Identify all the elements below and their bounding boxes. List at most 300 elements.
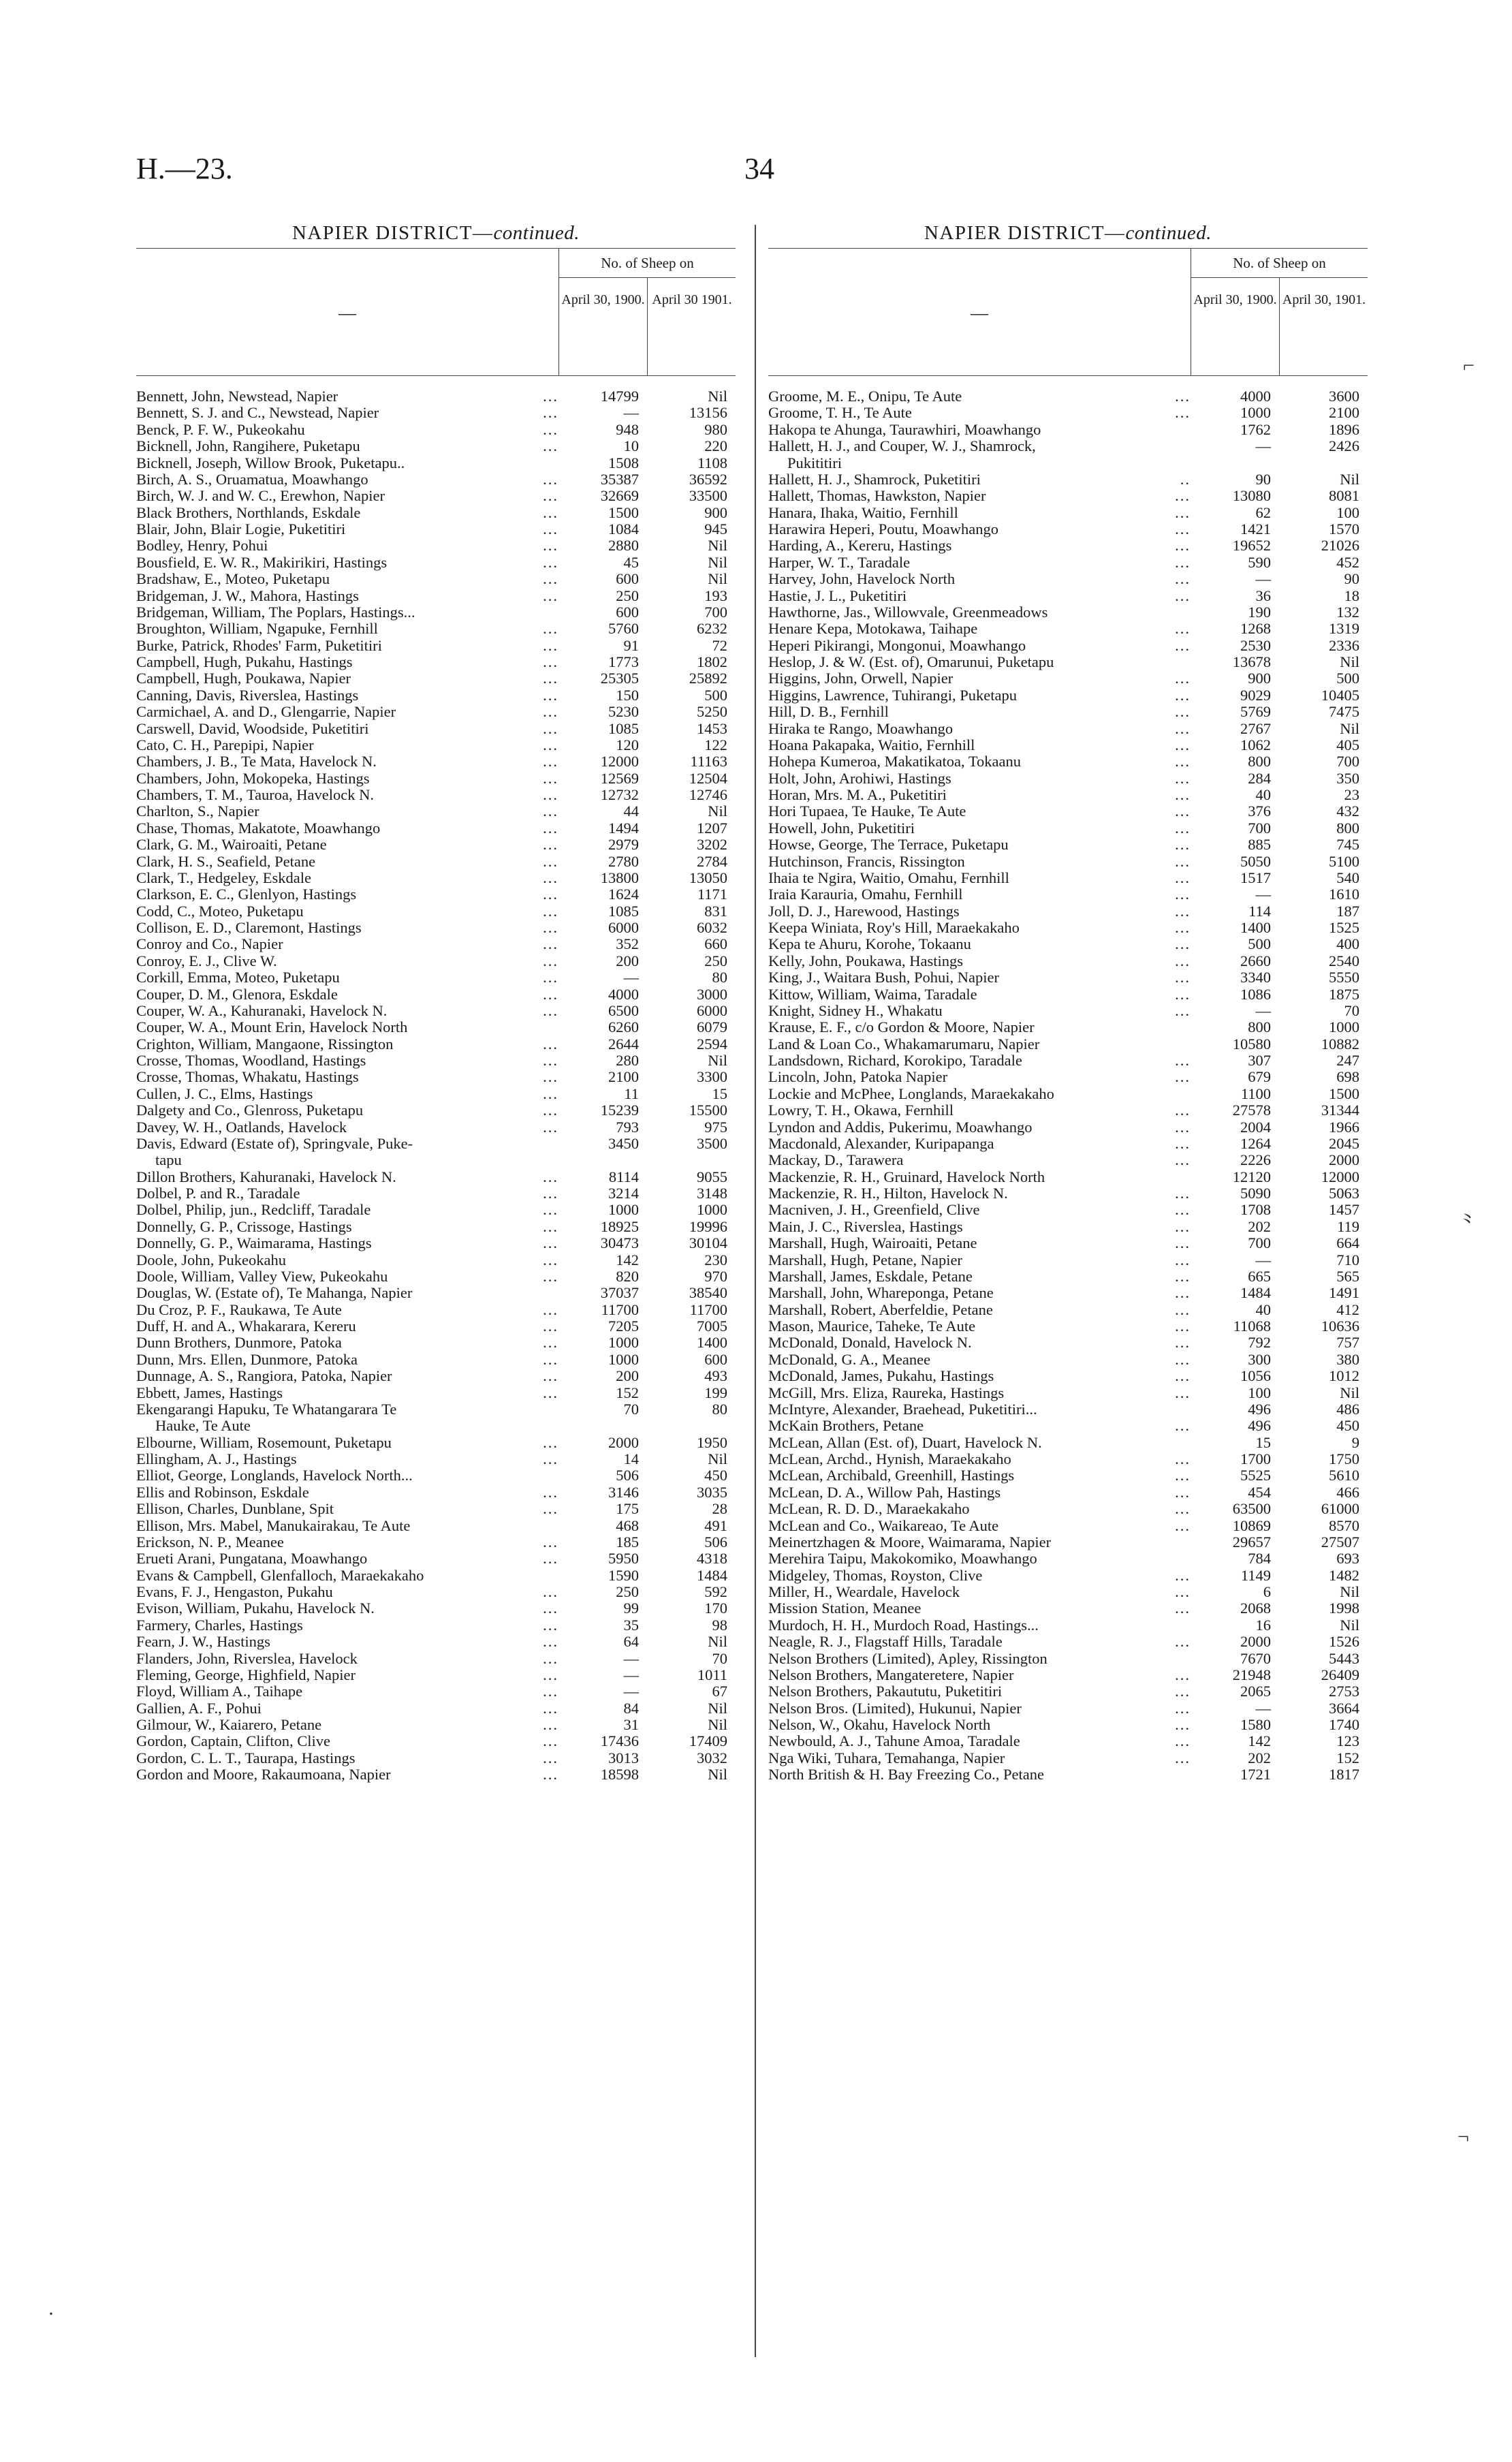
owner-name-text: Cullen, J. C., Elms, Hastings [136, 1085, 313, 1102]
sheep-1900: 700 [1248, 1234, 1271, 1252]
sheep-1901: 700 [1336, 753, 1359, 770]
table-row [136, 1600, 736, 1617]
sheep-1901: 700 [704, 603, 727, 621]
leader-dots: ... [1175, 1251, 1191, 1268]
owner-name-text: Bennett, John, Newstead, Napier [136, 388, 338, 405]
table-row [768, 604, 1368, 621]
sheep-1900: 2979 [608, 836, 639, 854]
table-row [768, 471, 1368, 488]
owner-name-text: Couper, D. M., Glenora, Eskdale [136, 986, 338, 1003]
sheep-1900: 500 [1248, 935, 1271, 953]
owner-name-text: Dolbel, Philip, jun., Redcliff, Taradale [136, 1202, 371, 1219]
owner-name-text: Bousfield, E. W. R., Makirikiri, Hastings [136, 554, 388, 571]
sheep-1901: 660 [704, 935, 727, 953]
leader-dots: ... [1175, 570, 1191, 588]
table-row [768, 1667, 1368, 1683]
sheep-1901: 10882 [1321, 1035, 1359, 1053]
sheep-1901: 80 [712, 969, 727, 986]
sheep-1900: 31 [623, 1716, 639, 1733]
owner-name [768, 1003, 1191, 1019]
owner-name [768, 1152, 1191, 1168]
leader-dots: ... [543, 719, 558, 737]
page-reference: H.—23. [136, 152, 233, 185]
district-title-continued: continued. [493, 222, 580, 244]
sheep-1900: 7670 [1240, 1649, 1271, 1667]
owner-name-text: Neagle, R. J., Flagstaff Hills, Taradale [768, 1634, 1003, 1651]
owner-name [768, 1551, 1191, 1567]
leader-dots: ... [543, 636, 558, 654]
sheep-1900: 18598 [600, 1766, 639, 1783]
sheep-1900: 1773 [608, 653, 639, 670]
owner-name-text: Howse, George, The Terrace, Puketapu [768, 837, 1009, 854]
table-row [136, 1484, 736, 1501]
sheep-1901: 100 [1336, 503, 1359, 521]
sheep-1900: 600 [616, 570, 639, 588]
owner-name [768, 1285, 1191, 1301]
sheep-1901: 18 [1344, 587, 1359, 604]
table-row [768, 1036, 1368, 1053]
sheep-1900: 1721 [1240, 1766, 1271, 1783]
leader-dots: ... [1175, 1217, 1191, 1235]
sheep-1900: 948 [616, 420, 639, 438]
owner-name [768, 1401, 1191, 1418]
sheep-1900: 62 [1255, 503, 1271, 521]
owner-name [768, 1202, 1191, 1218]
sheep-1900: 5230 [608, 703, 639, 721]
owner-name-text: Meinertzhagen & Moore, Waimarama, Napier [768, 1533, 1052, 1551]
owner-name [136, 920, 558, 936]
table-row [768, 920, 1368, 936]
district-title-main: NAPIER DISTRICT— [924, 222, 1126, 244]
sheep-1901: 491 [704, 1516, 727, 1534]
sheep-1900: 16 [1255, 1616, 1271, 1634]
table-row [768, 588, 1368, 604]
sheep-1900: 2780 [608, 852, 639, 870]
leader-dots: ... [1175, 819, 1191, 837]
owner-name-text: Bridgeman, J. W., Mahora, Hastings [136, 587, 359, 604]
table-row [136, 1268, 736, 1285]
year-1901-header: April 30, 1901. [1282, 292, 1366, 307]
sheep-1900: 307 [1248, 1052, 1271, 1069]
owner-name [768, 1352, 1191, 1368]
owner-name-text: Hallett, H. J., Shamrock, Puketitiri [768, 471, 981, 488]
sheep-1901: 1750 [1329, 1450, 1359, 1467]
owner-name-text: Couper, W. A., Mount Erin, Havelock North [136, 1019, 408, 1036]
owner-name [768, 837, 1191, 853]
leader-dots: ... [1175, 1516, 1191, 1534]
table-row [768, 1352, 1368, 1368]
sheep-1900: 40 [1255, 1300, 1271, 1318]
owner-name [136, 1119, 558, 1136]
leader-dots: ... [1175, 1716, 1191, 1733]
leader-dots: ... [543, 1483, 558, 1501]
sheep-1900: 5090 [1240, 1185, 1271, 1202]
owner-name-text: Floyd, William A., Taihape [136, 1683, 303, 1700]
owner-name-text: Erueti Arani, Pungatana, Moawhango [136, 1551, 368, 1568]
table-row [768, 1717, 1368, 1733]
owner-column-header: — [338, 303, 356, 323]
left-column [136, 218, 736, 1783]
owner-name [768, 1318, 1191, 1335]
table-row [136, 1285, 736, 1301]
sheep-1901: 975 [704, 1118, 727, 1136]
owner-name [136, 704, 558, 720]
sheep-1900: 35 [623, 1616, 639, 1634]
leader-dots: ... [543, 1616, 558, 1634]
table-row [136, 1667, 736, 1683]
owner-name-text: Harawira Heperi, Poutu, Moawhango [768, 521, 999, 537]
owner-name [768, 1252, 1191, 1268]
leader-dots: ... [543, 1201, 558, 1219]
sheep-1900: 885 [1248, 836, 1271, 854]
sheep-1901: Nil [1340, 470, 1359, 488]
leader-dots: ... [1175, 1483, 1191, 1501]
table-row [136, 1534, 736, 1551]
sheep-1901: 757 [1336, 1334, 1359, 1352]
table-row [768, 1484, 1368, 1501]
sheep-1901: 405 [1336, 736, 1359, 753]
leader-dots: ... [543, 1766, 558, 1783]
table-row [136, 670, 736, 687]
table-row [136, 1634, 736, 1650]
leader-dots: .. [1180, 470, 1191, 488]
sheep-1900: 793 [616, 1118, 639, 1136]
owner-name [136, 1136, 558, 1169]
sheep-1900: 300 [1248, 1350, 1271, 1368]
sheep-count-title: No. of Sheep on [559, 249, 736, 278]
owner-name [136, 471, 558, 488]
leader-dots: ... [543, 819, 558, 837]
table-row [136, 1717, 736, 1733]
owner-name [768, 1102, 1191, 1119]
sheep-1901: 98 [712, 1616, 727, 1634]
table-row [136, 388, 736, 405]
sheep-1901: 15500 [689, 1102, 727, 1119]
sheep-1901: 3035 [697, 1483, 727, 1501]
district-title-continued: continued. [1125, 222, 1212, 244]
sheep-1900: 1421 [1240, 520, 1271, 537]
leader-dots: ... [1175, 1300, 1191, 1318]
table-row [768, 1252, 1368, 1268]
sheep-1900: 30473 [600, 1234, 639, 1252]
owner-name [136, 455, 558, 471]
table-body-right [768, 376, 1368, 1783]
sheep-1901: 1319 [1329, 620, 1359, 638]
leader-dots: ... [543, 1533, 558, 1551]
table-row [136, 854, 736, 870]
table-row [136, 1086, 736, 1102]
table-row [136, 1385, 736, 1401]
leader-dots: ... [543, 1234, 558, 1252]
sheep-1900: 1084 [608, 520, 639, 537]
leader-dots: ... [1175, 1284, 1191, 1302]
sheep-1900: 1000 [608, 1350, 639, 1368]
owner-name-text: Mackenzie, R. H., Hilton, Havelock N. [768, 1185, 1008, 1202]
sheep-1901: 1453 [697, 719, 727, 737]
owner-name [136, 1717, 558, 1733]
sheep-1900: 11068 [1233, 1318, 1271, 1335]
sheep-1901: Nil [708, 1633, 727, 1651]
leader-dots: ... [543, 803, 558, 820]
leader-dots: ... [543, 1749, 558, 1766]
owner-name [768, 1302, 1191, 1318]
sheep-1900: 3450 [608, 1134, 639, 1152]
owner-name-text: Mission Station, Meanee [768, 1600, 922, 1617]
sheep-1900: — [1255, 1699, 1271, 1717]
leader-dots: ... [543, 1666, 558, 1683]
sheep-1900: 2644 [608, 1035, 639, 1053]
leader-dots: ... [543, 1185, 558, 1202]
owner-name-text: Nelson Brothers, Mangateretere, Napier [768, 1666, 1014, 1683]
sheep-1901: 2784 [697, 852, 727, 870]
sheep-1901: 1000 [1329, 1018, 1359, 1036]
table-row [768, 953, 1368, 969]
sheep-1901: 452 [1336, 553, 1359, 571]
sheep-1901: 3148 [697, 1185, 727, 1202]
owner-name [768, 1584, 1191, 1600]
owner-name-text: Bennett, S. J. and C., Newstead, Napier [136, 405, 379, 422]
owner-name [136, 1584, 558, 1600]
sheep-1900: 1700 [1240, 1450, 1271, 1467]
sheep-1901: 6232 [697, 620, 727, 638]
owner-name-text: Du Croz, P. F., Raukawa, Te Aute [136, 1301, 342, 1318]
sheep-1900: 44 [623, 803, 639, 820]
owner-name-text: Cato, C. H., Parepipi, Napier [136, 736, 314, 753]
table-row [768, 654, 1368, 670]
owner-name-text: McLean, Archibald, Greenhill, Hastings [768, 1467, 1015, 1484]
owner-name-text: Marshall, John, Whareponga, Petane [768, 1285, 994, 1302]
owner-name-text: Ekengarangi Hapuku, Te Whatangarara Te [136, 1401, 397, 1418]
sheep-1901: 493 [704, 1367, 727, 1385]
sheep-1900: 13678 [1232, 653, 1271, 670]
owner-name [768, 1534, 1191, 1551]
sheep-1901: 432 [1336, 803, 1359, 820]
leader-dots: ... [1175, 388, 1191, 405]
sheep-1900: 1762 [1240, 420, 1271, 438]
leader-dots: ... [543, 1102, 558, 1119]
owner-name-text: Mason, Maurice, Taheke, Te Aute [768, 1318, 976, 1335]
leader-dots: ... [1175, 553, 1191, 571]
owner-name [136, 1285, 558, 1301]
owner-name-text: Collison, E. D., Claremont, Hastings [136, 920, 362, 936]
owner-name [768, 1169, 1191, 1185]
sheep-1901: 70 [1344, 1001, 1359, 1019]
owner-name [768, 1484, 1191, 1501]
sheep-1901: 6000 [697, 1001, 727, 1019]
table-row [768, 1451, 1368, 1467]
leader-dots: ... [543, 570, 558, 588]
sheep-1900: 1085 [608, 719, 639, 737]
owner-name [136, 1335, 558, 1351]
owner-name [136, 405, 558, 421]
sheep-1900: 70 [623, 1400, 639, 1418]
owner-name-text: Nelson, W., Okahu, Havelock North [768, 1717, 991, 1733]
table-row [136, 1335, 736, 1351]
owner-name [768, 1136, 1191, 1152]
owner-name-text: McGill, Mrs. Eliza, Raureka, Hastings [768, 1384, 1005, 1401]
owner-name-text: Chambers, T. M., Tauroa, Havelock N. [136, 787, 374, 803]
sheep-1900: — [623, 1666, 639, 1683]
owner-name [136, 1467, 558, 1484]
leader-dots: ... [1175, 520, 1191, 537]
sheep-1901: 7005 [697, 1318, 727, 1335]
sheep-1901: 1400 [697, 1334, 727, 1352]
leader-dots: ... [1175, 1267, 1191, 1285]
sheep-1901: 72 [712, 636, 727, 654]
table-row [768, 704, 1368, 720]
margin-tick-mark: ⺀ [1458, 1212, 1478, 1234]
owner-name [136, 886, 558, 903]
owner-name-text: Donnelly, G. P., Waimarama, Hastings [136, 1235, 372, 1252]
owner-name [768, 604, 1191, 621]
owner-name-text: Hallett, H. J., and Couper, W. J., Shamrock, [768, 438, 1036, 455]
sheep-1900: 4000 [608, 985, 639, 1003]
sheep-1901: 21026 [1321, 537, 1359, 555]
owner-name [136, 1036, 558, 1053]
owner-name-text: Dillon Brothers, Kahuranaki, Havelock N. [136, 1168, 396, 1185]
sheep-1900: 679 [1248, 1068, 1271, 1086]
table-row [136, 1235, 736, 1251]
sheep-1900: 12000 [600, 753, 639, 770]
table-row [768, 837, 1368, 853]
leader-dots: ... [1175, 736, 1191, 753]
owner-name [768, 1268, 1191, 1285]
sheep-1900: 185 [616, 1533, 639, 1551]
sheep-1901: 5550 [1329, 969, 1359, 986]
owner-name [768, 803, 1191, 820]
leader-dots: ... [1175, 1666, 1191, 1683]
owner-name-text: Midgeley, Thomas, Royston, Clive [768, 1567, 983, 1584]
year-1900-header: April 30, 1900. [1191, 277, 1280, 375]
owner-name-text: Carswell, David, Woodside, Puketitiri [136, 720, 369, 737]
owner-name [768, 1036, 1191, 1053]
table-row [768, 803, 1368, 820]
table-row [768, 1418, 1368, 1434]
sheep-1901: 540 [1336, 869, 1359, 886]
owner-name [136, 488, 558, 504]
owner-name [136, 1617, 558, 1634]
leader-dots: ... [543, 1118, 558, 1136]
sheep-1901: 380 [1336, 1350, 1359, 1368]
sheep-1900: 45 [623, 553, 639, 571]
owner-name-text: McLean, D. A., Willow Pah, Hastings [768, 1484, 1001, 1501]
sheep-1900: 6000 [608, 919, 639, 936]
sheep-1900: 200 [616, 1367, 639, 1385]
owner-name-text: McLean, Archd., Hynish, Maraekakaho [768, 1451, 1011, 1467]
owner-name [768, 488, 1191, 504]
owner-name [768, 870, 1191, 886]
owner-name [768, 1733, 1191, 1749]
table-header-right [768, 248, 1368, 376]
owner-name-text: Gordon and Moore, Rakaumoana, Napier [136, 1766, 391, 1783]
table-row [136, 1019, 736, 1035]
sheep-1900: 250 [616, 587, 639, 604]
owner-name-text: Clark, H. S., Seafield, Petane [136, 853, 316, 870]
table-row [768, 1401, 1368, 1418]
sheep-1901: 5610 [1329, 1467, 1359, 1484]
owner-name [768, 1019, 1191, 1035]
leader-dots: ... [1175, 1102, 1191, 1119]
owner-name-text: Evans, F. J., Hengaston, Pukahu [136, 1584, 333, 1600]
sheep-1901: Nil [1340, 1384, 1359, 1401]
sheep-1901: 15 [712, 1085, 727, 1102]
sheep-1901: 565 [1336, 1267, 1359, 1285]
owner-name [136, 521, 558, 537]
table-row [136, 1451, 736, 1467]
sheep-1900: 150 [616, 686, 639, 704]
owner-name [768, 1518, 1191, 1534]
owner-name [136, 1435, 558, 1451]
sheep-1901: 9 [1351, 1433, 1359, 1451]
leader-dots: ... [1175, 886, 1191, 903]
leader-dots: ... [1175, 1052, 1191, 1069]
owner-name-text: Carmichael, A. and D., Glengarrie, Napier [136, 704, 396, 721]
sheep-1900: 14 [623, 1450, 639, 1467]
owner-name-text: Gilmour, W., Kaiarero, Petane [136, 1717, 322, 1733]
table-row [768, 505, 1368, 521]
sheep-1900: 2767 [1240, 719, 1271, 737]
sheep-1900: 250 [616, 1583, 639, 1600]
sheep-1901: 698 [1336, 1068, 1359, 1086]
sheep-1901: Nil [708, 553, 727, 571]
sheep-1901: 3000 [697, 985, 727, 1003]
owner-name [768, 1385, 1191, 1401]
leader-dots: ... [543, 1633, 558, 1651]
leader-dots: ... [1175, 1566, 1191, 1584]
sheep-1901: 3600 [1329, 388, 1359, 405]
leader-dots: ... [1175, 1234, 1191, 1252]
leader-dots: ... [543, 420, 558, 438]
owner-name [136, 1102, 558, 1119]
sheep-count-title: No. of Sheep on [1191, 249, 1368, 278]
leader-dots: ... [543, 686, 558, 704]
sheep-1900: 1508 [608, 454, 639, 471]
owner-name [136, 1501, 558, 1517]
table-row [136, 1136, 736, 1169]
owner-name [136, 1484, 558, 1501]
owner-name [136, 986, 558, 1003]
table-row [136, 1119, 736, 1136]
owner-name [768, 886, 1191, 903]
owner-name-text: Dunnage, A. S., Rangiora, Patoka, Napier [136, 1368, 392, 1385]
sheep-1900: 37037 [600, 1284, 639, 1302]
owner-name [136, 1733, 558, 1749]
owner-name [136, 753, 558, 770]
owner-name-text: Hiraka te Rango, Moawhango [768, 720, 954, 737]
owner-name [768, 621, 1191, 637]
sheep-1901: 1570 [1329, 520, 1359, 537]
owner-name-text: McLean, Allan (Est. of), Duart, Havelock N. [768, 1434, 1042, 1451]
sheep-1901: 80 [712, 1400, 727, 1418]
owner-name-text: Kepa te Ahuru, Korohe, Tokaanu [768, 936, 971, 953]
table-row [768, 886, 1368, 903]
owner-name [768, 438, 1191, 471]
table-row [136, 787, 736, 803]
leader-dots: ... [543, 703, 558, 721]
leader-dots: ... [543, 985, 558, 1003]
owner-name [768, 1219, 1191, 1235]
year-1900-header: April 30, 1900. [559, 277, 648, 375]
owner-name-text: Ellingham, A. J., Hastings [136, 1451, 297, 1467]
table-row [136, 1302, 736, 1318]
sheep-1900: 1624 [608, 886, 639, 903]
table-row [136, 1401, 736, 1435]
sheep-1900: — [1255, 437, 1271, 455]
sheep-1900: — [623, 1649, 639, 1667]
sheep-1900: 27578 [1232, 1102, 1271, 1119]
owner-name [136, 588, 558, 604]
owner-name [136, 638, 558, 654]
